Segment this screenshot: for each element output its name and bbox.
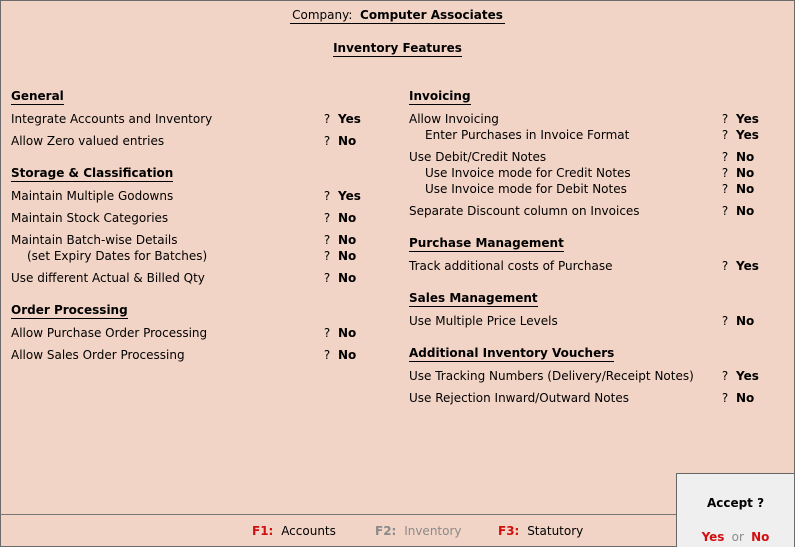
f3-label: Statutory bbox=[527, 524, 584, 538]
value-invoice-mode-debit-notes[interactable]: No bbox=[736, 182, 755, 196]
question-mark: ? bbox=[721, 391, 729, 405]
option-use-different-actual-billed-qty[interactable]: Use different Actual & Billed Qty bbox=[11, 271, 205, 285]
value-allow-invoicing[interactable]: Yes bbox=[736, 112, 759, 126]
value-use-different-actual-billed-qty[interactable]: No bbox=[338, 271, 357, 285]
question-mark: ? bbox=[323, 348, 331, 362]
value-maintain-batch-wise-details[interactable]: No bbox=[338, 233, 357, 247]
question-mark: ? bbox=[323, 233, 331, 247]
value-allow-sales-order-processing[interactable]: No bbox=[338, 348, 357, 362]
option-allow-purchase-order-processing[interactable]: Allow Purchase Order Processing bbox=[11, 326, 208, 340]
value-integrate-accounts-inventory[interactable]: Yes bbox=[338, 112, 361, 126]
question-mark: ? bbox=[323, 189, 331, 203]
option-allow-zero-valued-entries[interactable]: Allow Zero valued entries bbox=[11, 134, 165, 148]
question-mark: ? bbox=[721, 314, 729, 328]
option-separate-discount-column[interactable]: Separate Discount column on Invoices bbox=[409, 204, 640, 218]
option-maintain-batch-wise-details[interactable]: Maintain Batch-wise Details bbox=[11, 233, 178, 247]
value-invoice-mode-credit-notes[interactable]: No bbox=[736, 166, 755, 180]
company-name: Computer Associates bbox=[360, 8, 503, 22]
option-use-multiple-price-levels[interactable]: Use Multiple Price Levels bbox=[409, 314, 558, 328]
accept-no-button[interactable]: No bbox=[751, 530, 770, 544]
value-set-expiry-dates[interactable]: No bbox=[338, 249, 357, 263]
accept-yes-button[interactable]: Yes bbox=[701, 530, 725, 544]
question-mark: ? bbox=[323, 271, 331, 285]
accept-or-label: or bbox=[731, 530, 744, 544]
f1-accounts-button[interactable] bbox=[252, 524, 336, 538]
value-use-multiple-price-levels[interactable]: No bbox=[736, 314, 755, 328]
question-mark: ? bbox=[323, 249, 331, 263]
section-order-processing: Order Processing bbox=[11, 303, 128, 317]
option-enter-purchases-invoice-format[interactable]: Enter Purchases in Invoice Format bbox=[425, 128, 630, 142]
question-mark: ? bbox=[721, 369, 729, 383]
section-storage-classification: Storage & Classification bbox=[11, 166, 174, 180]
f1-label: Accounts bbox=[281, 524, 336, 538]
section-additional-inventory-vouchers: Additional Inventory Vouchers bbox=[409, 346, 615, 360]
question-mark: ? bbox=[721, 128, 729, 142]
value-allow-purchase-order-processing[interactable]: No bbox=[338, 326, 357, 340]
page-title: Inventory Features bbox=[333, 41, 462, 55]
value-maintain-multiple-godowns[interactable]: Yes bbox=[338, 189, 361, 203]
question-mark: ? bbox=[323, 211, 331, 225]
company-label: Company: bbox=[292, 8, 353, 22]
f2-label: Inventory bbox=[404, 524, 462, 538]
value-allow-zero-valued-entries[interactable]: No bbox=[338, 134, 357, 148]
question-mark: ? bbox=[721, 112, 729, 126]
f3-statutory-button[interactable] bbox=[498, 524, 583, 538]
accept-prompt: Accept ? bbox=[706, 496, 765, 510]
option-maintain-multiple-godowns[interactable]: Maintain Multiple Godowns bbox=[11, 189, 174, 203]
question-mark: ? bbox=[721, 182, 729, 196]
section-sales-management: Sales Management bbox=[409, 291, 538, 305]
f2-inventory-button[interactable] bbox=[375, 524, 462, 538]
option-invoice-mode-credit-notes[interactable]: Use Invoice mode for Credit Notes bbox=[425, 166, 631, 180]
option-use-debit-credit-notes[interactable]: Use Debit/Credit Notes bbox=[409, 150, 547, 164]
option-track-additional-costs[interactable]: Track additional costs of Purchase bbox=[409, 259, 613, 273]
option-use-rejection-notes[interactable]: Use Rejection Inward/Outward Notes bbox=[409, 391, 629, 405]
option-invoice-mode-debit-notes[interactable]: Use Invoice mode for Debit Notes bbox=[425, 182, 627, 196]
accept-options bbox=[677, 530, 794, 544]
f2-key: F2: bbox=[375, 524, 397, 538]
value-separate-discount-column[interactable]: No bbox=[736, 204, 755, 218]
section-invoicing: Invoicing bbox=[409, 89, 471, 103]
option-set-expiry-dates[interactable]: (set Expiry Dates for Batches) bbox=[27, 249, 208, 263]
question-mark: ? bbox=[721, 166, 729, 180]
value-use-tracking-numbers[interactable]: Yes bbox=[736, 369, 759, 383]
question-mark: ? bbox=[323, 112, 331, 126]
accept-dialog bbox=[676, 473, 794, 547]
question-mark: ? bbox=[721, 259, 729, 273]
section-general: General bbox=[11, 89, 64, 103]
value-use-debit-credit-notes[interactable]: No bbox=[736, 150, 755, 164]
section-purchase-management: Purchase Management bbox=[409, 236, 564, 250]
question-mark: ? bbox=[323, 326, 331, 340]
option-use-tracking-numbers[interactable]: Use Tracking Numbers (Delivery/Receipt Notes) bbox=[409, 369, 694, 383]
option-maintain-stock-categories[interactable]: Maintain Stock Categories bbox=[11, 211, 169, 225]
value-track-additional-costs[interactable]: Yes bbox=[736, 259, 759, 273]
question-mark: ? bbox=[323, 134, 331, 148]
question-mark: ? bbox=[721, 150, 729, 164]
company-header bbox=[0, 8, 795, 24]
value-enter-purchases-invoice-format[interactable]: Yes bbox=[736, 128, 759, 142]
value-maintain-stock-categories[interactable]: No bbox=[338, 211, 357, 225]
question-mark: ? bbox=[721, 204, 729, 218]
footer-divider bbox=[0, 514, 677, 515]
value-use-rejection-notes[interactable]: No bbox=[736, 391, 755, 405]
option-allow-sales-order-processing[interactable]: Allow Sales Order Processing bbox=[11, 348, 185, 362]
option-integrate-accounts-inventory[interactable]: Integrate Accounts and Inventory bbox=[11, 112, 213, 126]
f1-key: F1: bbox=[252, 524, 274, 538]
f3-key: F3: bbox=[498, 524, 520, 538]
option-allow-invoicing[interactable]: Allow Invoicing bbox=[409, 112, 499, 126]
